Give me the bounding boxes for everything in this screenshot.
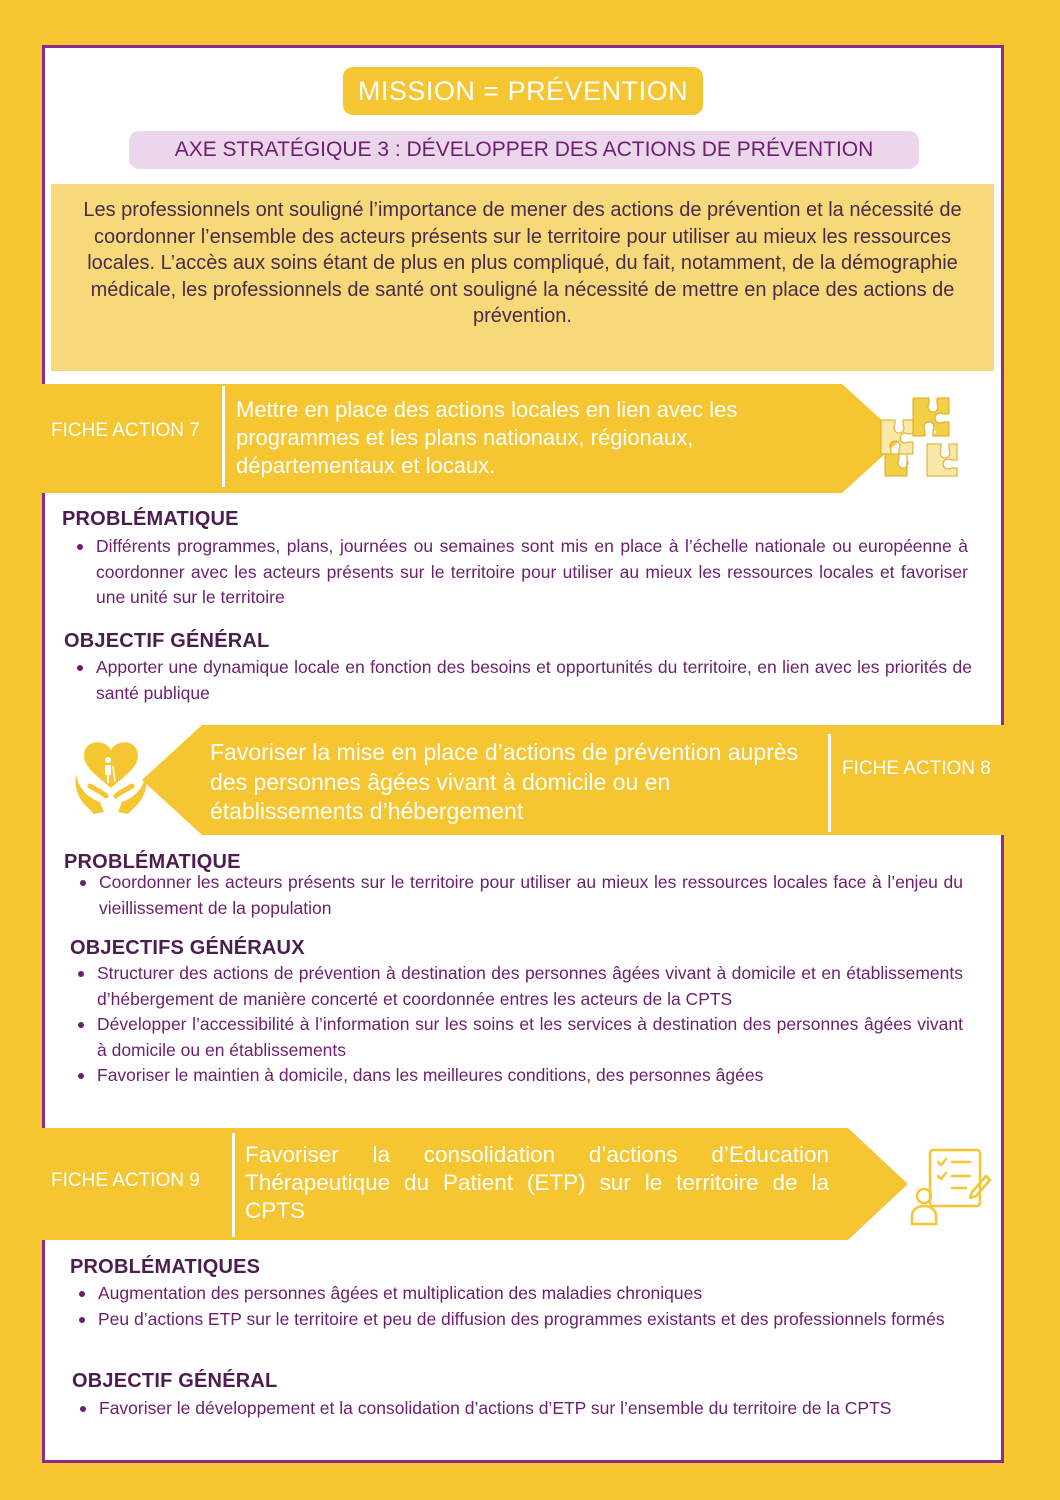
fiche-action-8-label: FICHE ACTION 8 xyxy=(842,758,991,779)
fiche-action-8-title: Favoriser la mise en place d’actions de prévention auprès des personnes âgées vivant à domicile ou en établissements d’hébergement xyxy=(210,739,799,824)
fiche-7-objective-heading: OBJECTIF GÉNÉRAL xyxy=(64,630,270,652)
intro-paragraph: Les professionnels ont souligné l’importance de mener des actions de prévention et la nécessité de coordonner l’ensemble des acteurs présents sur le territoire pour utiliser au mieux les ressources locales. L’accès aux soins étant de plus en plus compliqué, du fait, notamment, de la démographie médicale, les professionnels de santé ont souligné la nécessité de mettre en place des actions de prévention. xyxy=(51,184,994,371)
list-item: Structurer des actions de prévention à destination des personnes âgées vivant à domicile et en établissements d’hébergement de manière concerté et coordonnée entres les acteurs de la CPTS xyxy=(73,961,963,1012)
fiche-9-problem-list xyxy=(74,1281,969,1332)
checklist-person-icon xyxy=(908,1146,992,1228)
fiche-action-8-separator xyxy=(828,734,831,832)
mission-title: MISSION = PRÉVENTION xyxy=(343,67,703,115)
list-item: Apporter une dynamique locale en fonction des besoins et opportunités du territoire, en lien avec les priorités de santé publique xyxy=(72,655,972,706)
list-item: Différents programmes, plans, journées ou semaines sont mis en place à l’échelle nationale ou européenne à coordonner avec les acteurs présents sur le territoire pour utiliser au mieux les ressources locales et favoriser une unité sur le territoire xyxy=(72,534,968,611)
fiche-8-objective-list xyxy=(73,961,963,1089)
fiche-9-objective-heading: OBJECTIF GÉNÉRAL xyxy=(72,1370,278,1392)
fiche-8-problem-list xyxy=(75,870,963,921)
elderly-care-hands-icon xyxy=(70,736,152,816)
fiche-action-9-title: Favoriser la consolidation d’actions d’Education Thérapeutique du Patient (ETP) sur le territoire de la CPTS xyxy=(245,1142,829,1223)
list-item: Peu d’actions ETP sur le territoire et peu de diffusion des programmes existants et des professionnels formés xyxy=(74,1307,969,1333)
fiche-7-problem-list xyxy=(72,534,968,611)
fiche-8-problem-heading: PROBLÉMATIQUE xyxy=(64,851,241,873)
puzzle-icon xyxy=(865,392,970,484)
fiche-9-objective-list xyxy=(75,1396,965,1422)
fiche-7-problem-heading: PROBLÉMATIQUE xyxy=(62,508,239,530)
axis-title: AXE STRATÉGIQUE 3 : DÉVELOPPER DES ACTIONS DE PRÉVENTION xyxy=(129,131,919,169)
fiche-action-9-label: FICHE ACTION 9 xyxy=(51,1170,200,1191)
list-item: Coordonner les acteurs présents sur le territoire pour utiliser au mieux les ressources locales face à l’enjeu du vieillissement de la population xyxy=(75,870,963,921)
fiche-action-9-separator xyxy=(232,1133,235,1237)
fiche-action-7-label: FICHE ACTION 7 xyxy=(51,420,200,441)
list-item: Développer l’accessibilité à l’information sur les soins et les services à destination des personnes âgées vivant à domicile ou en établissements xyxy=(73,1012,963,1063)
fiche-9-problem-heading: PROBLÉMATIQUES xyxy=(70,1256,261,1278)
list-item: Favoriser le développement et la consolidation d’actions d’ETP sur l’ensemble du territoire de la CPTS xyxy=(75,1396,965,1422)
list-item: Augmentation des personnes âgées et multiplication des maladies chroniques xyxy=(74,1281,969,1307)
fiche-7-objective-list xyxy=(72,655,972,706)
fiche-action-7-title: Mettre en place des actions locales en lien avec les programmes et les plans nationaux, régionaux, départementaux et locaux. xyxy=(236,397,738,478)
fiche-8-objective-heading: OBJECTIFS GÉNÉRAUX xyxy=(70,937,305,959)
fiche-action-7-separator xyxy=(222,386,225,487)
list-item: Favoriser le maintien à domicile, dans les meilleures conditions, des personnes âgées xyxy=(73,1063,963,1089)
